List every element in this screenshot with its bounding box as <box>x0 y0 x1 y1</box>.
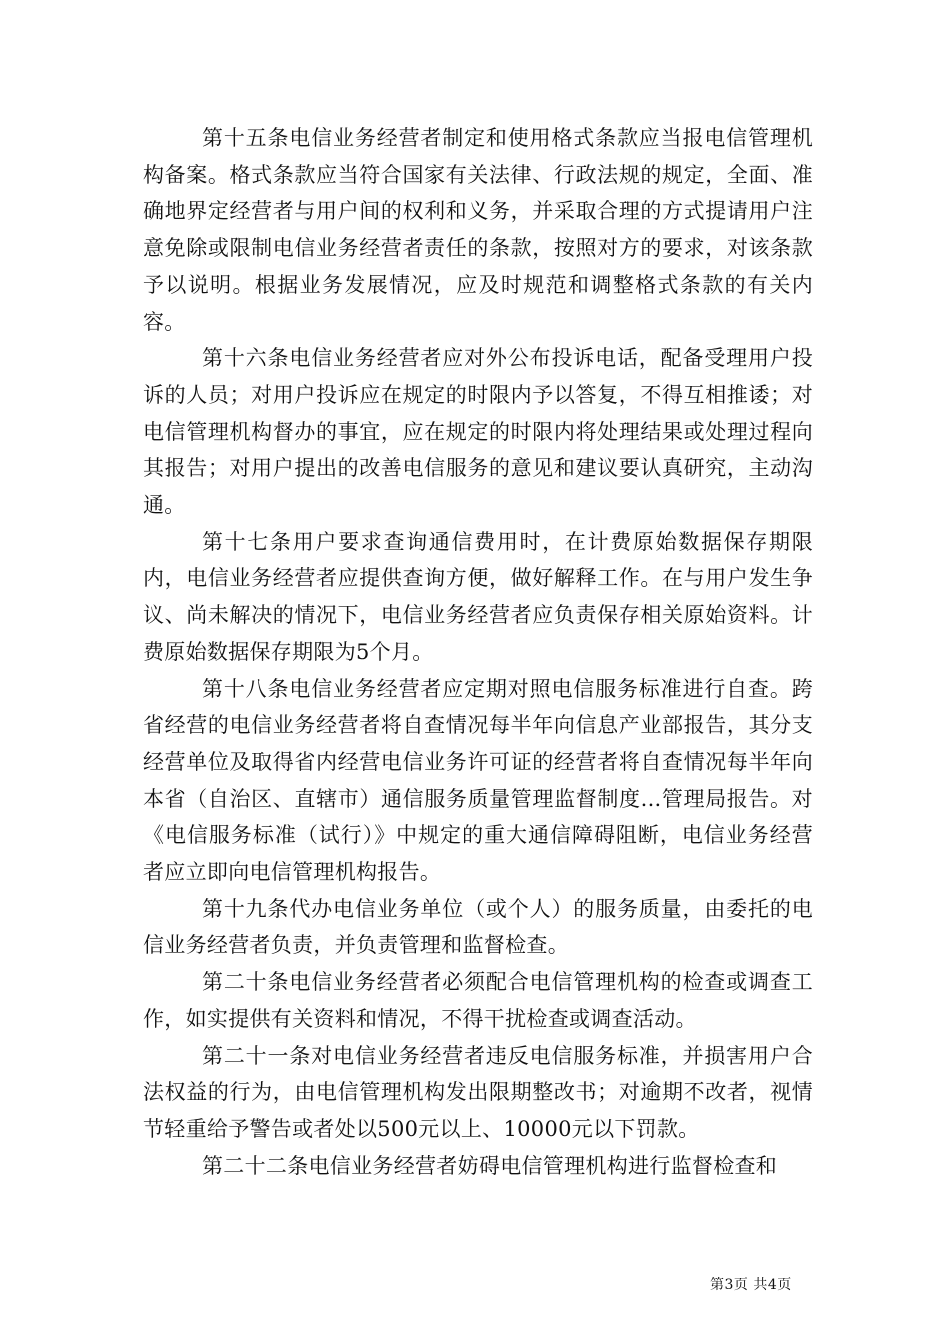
paragraph-article-15: 第十五条电信业务经营者制定和使用格式条款应当报电信管理机构备案。格式条款应当符合国家有关法律、行政法规的规定，全面、准确地界定经营者与用户间的权利和义务，并采取合理的方式提请用户注意免除或限制电信业务经营者责任的条款，按照对方的要求，对该条款予以说明。根据业务发展情况，应及时规范和调整格式条款的有关内容。 <box>143 126 813 334</box>
paragraph-article-18: 第十八条电信业务经营者应定期对照电信服务标准进行自查。跨省经营的电信业务经营者将自查情况每半年向信息产业部报告，其分支经营单位及取得省内经营电信业务许可证的经营者将自查情况每半年向本省（自治区、直辖市）通信服务质量管理监督制度...管理局报告。对《电信服务标准（试行）》中规定的重大通信障碍阻断，电信业务经营者应立即向电信管理机构报告。 <box>143 676 813 885</box>
paragraph-article-17: 第十七条用户要求查询通信费用时，在计费原始数据保存期限内，电信业务经营者应提供查询方便，做好解释工作。在与用户发生争议、尚未解决的情况下，电信业务经营者应负责保存相关原始资料。计费原始数据保存期限为5个月。 <box>143 529 813 664</box>
paragraph-article-16: 第十六条电信业务经营者应对外公布投诉电话，配备受理用户投诉的人员；对用户投诉应在规定的时限内予以答复，不得互相推诿；对电信管理机构督办的事宜，应在规定的时限内将处理结果或处理过程向其报告；对用户提出的改善电信服务的意见和建议要认真研究，主动沟通。 <box>143 346 813 518</box>
paragraph-article-20: 第二十条电信业务经营者必须配合电信管理机构的检查或调查工作，如实提供有关资料和情况，不得干扰检查或调查活动。 <box>143 970 813 1031</box>
document-body <box>143 120 813 1184</box>
paragraph-article-19: 第十九条代办电信业务单位（或个人）的服务质量，由委托的电信业务经营者负责，并负责管理和监督检查。 <box>143 896 813 958</box>
paragraph-article-22: 第二十二条电信业务经营者妨碍电信管理机构进行监督检查和 <box>202 1153 778 1178</box>
paragraph-article-21: 第二十一条对电信业务经营者违反电信服务标准，并损害用户合法权益的行为，由电信管理机构发出限期整改书；对逾期不改者，视情节轻重给予警告或者处以500元以上、10000元以下罚款。 <box>143 1043 813 1141</box>
page-number: 第3页 共4页 <box>710 1277 792 1293</box>
